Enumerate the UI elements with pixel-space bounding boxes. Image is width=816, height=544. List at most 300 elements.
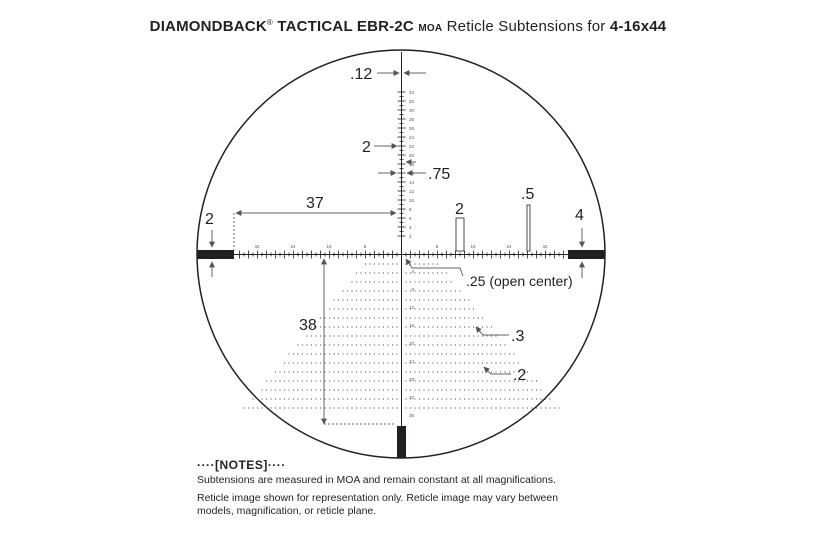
hold-dot xyxy=(374,344,375,345)
hold-dot xyxy=(297,344,298,345)
hold-dot xyxy=(455,389,456,390)
hold-dot xyxy=(392,362,393,363)
hold-dot xyxy=(545,407,546,408)
hold-dot xyxy=(459,335,460,336)
hold-dot xyxy=(419,407,420,408)
hold-dot xyxy=(396,308,397,309)
hold-dot xyxy=(504,362,505,363)
hold-dot xyxy=(288,362,289,363)
hold-dot xyxy=(468,299,469,300)
hold-dot xyxy=(423,407,424,408)
hold-dot xyxy=(320,398,321,399)
hold-dot xyxy=(441,272,442,273)
hold-dot xyxy=(414,362,415,363)
hold-dot xyxy=(383,353,384,354)
hold-dot xyxy=(437,344,438,345)
hold-dot xyxy=(405,371,406,372)
hold-dot xyxy=(266,389,267,390)
hold-dot xyxy=(356,335,357,336)
hold-dot xyxy=(491,362,492,363)
hold-dot xyxy=(500,353,501,354)
hold-dot xyxy=(360,317,361,318)
hold-dot xyxy=(351,335,352,336)
hold-dot xyxy=(356,308,357,309)
hold-dot xyxy=(356,407,357,408)
h-label-left-32: 32 xyxy=(254,244,260,249)
hold-dot xyxy=(338,407,339,408)
hold-dot xyxy=(302,407,303,408)
hold-dot xyxy=(486,344,487,345)
v-label-2: 2 xyxy=(409,234,412,239)
hold-dot xyxy=(374,263,375,264)
hold-dot xyxy=(536,389,537,390)
hold-dot xyxy=(410,353,411,354)
hold-dot xyxy=(459,344,460,345)
hold-dot xyxy=(378,308,379,309)
hold-dot xyxy=(333,371,334,372)
hold-dot xyxy=(306,344,307,345)
hold-dot xyxy=(468,362,469,363)
hold-dot xyxy=(270,407,271,408)
hold-dot xyxy=(405,380,406,381)
hold-dot xyxy=(450,371,451,372)
hold-dot xyxy=(459,326,460,327)
hold-dot xyxy=(450,353,451,354)
hold-dot xyxy=(446,317,447,318)
hold-dot xyxy=(284,398,285,399)
hold-dot xyxy=(396,263,397,264)
hold-dot xyxy=(450,398,451,399)
hold-dot xyxy=(468,308,469,309)
hold-dot xyxy=(306,371,307,372)
hold-dot xyxy=(441,308,442,309)
hold-dot xyxy=(374,290,375,291)
hold-dot xyxy=(500,344,501,345)
hold-dot xyxy=(329,389,330,390)
hold-dot xyxy=(396,353,397,354)
hold-dot xyxy=(374,353,375,354)
hold-dot xyxy=(414,353,415,354)
hold-dot xyxy=(432,353,433,354)
hold-dot xyxy=(509,371,510,372)
hold-dot xyxy=(351,398,352,399)
hold-dot xyxy=(351,407,352,408)
hold-dot xyxy=(392,272,393,273)
hold-dot xyxy=(473,407,474,408)
hold-dot xyxy=(369,317,370,318)
hold-dot xyxy=(383,335,384,336)
hold-dot xyxy=(423,326,424,327)
hold-dot xyxy=(464,407,465,408)
hold-dot xyxy=(446,380,447,381)
hold-dot xyxy=(347,362,348,363)
title-magnification: 4-16x44 xyxy=(609,18,667,35)
hold-dot xyxy=(432,326,433,327)
hold-dot xyxy=(437,290,438,291)
callout-drop-length: 38 xyxy=(299,317,317,334)
hold-dot xyxy=(257,407,258,408)
hold-dot xyxy=(288,380,289,381)
hold-dot xyxy=(333,407,334,408)
hold-dot xyxy=(392,371,393,372)
h-label-right-16: 16 xyxy=(470,244,476,249)
hold-dot xyxy=(446,308,447,309)
lower-label-32: 32 xyxy=(408,395,414,400)
hold-dot xyxy=(387,317,388,318)
hold-dot xyxy=(311,407,312,408)
hold-dot xyxy=(414,263,415,264)
hold-dot xyxy=(468,344,469,345)
hold-dot xyxy=(509,362,510,363)
hold-dot xyxy=(297,389,298,390)
hold-dot xyxy=(293,389,294,390)
hold-dot xyxy=(329,362,330,363)
title-registered-mark: ® xyxy=(266,18,273,27)
hold-dot xyxy=(405,281,406,282)
hold-dot xyxy=(293,353,294,354)
hold-dot xyxy=(365,308,366,309)
hold-dot xyxy=(333,353,334,354)
hold-dot xyxy=(477,407,478,408)
hold-dot xyxy=(446,407,447,408)
hold-dot xyxy=(450,362,451,363)
hold-dot xyxy=(356,362,357,363)
hold-dot xyxy=(414,299,415,300)
title-product: TACTICAL EBR-2C xyxy=(277,18,414,35)
callout-bar-2: 2 xyxy=(455,201,464,218)
hold-dot xyxy=(405,407,406,408)
hold-dot xyxy=(396,299,397,300)
hold-dot xyxy=(423,290,424,291)
title-unit: MOA xyxy=(418,23,443,34)
hold-dot xyxy=(446,326,447,327)
hold-dot xyxy=(369,272,370,273)
hold-dot xyxy=(432,308,433,309)
hold-dot xyxy=(356,389,357,390)
callout-dot-3: .3 xyxy=(511,328,525,345)
callout-open-center: .25 (open center) xyxy=(466,273,573,289)
hold-dot xyxy=(423,344,424,345)
hold-dot xyxy=(333,326,334,327)
hold-dot xyxy=(369,335,370,336)
hold-dot xyxy=(347,299,348,300)
hold-dot xyxy=(365,335,366,336)
hold-dot xyxy=(513,362,514,363)
hold-dot xyxy=(482,326,483,327)
hold-dot xyxy=(441,371,442,372)
hold-dot xyxy=(383,281,384,282)
hold-dot xyxy=(342,299,343,300)
hold-dot xyxy=(338,362,339,363)
hold-dot xyxy=(446,344,447,345)
hold-dot xyxy=(306,353,307,354)
hold-dot xyxy=(527,407,528,408)
hold-dot xyxy=(414,290,415,291)
hold-dot xyxy=(378,335,379,336)
hold-dot xyxy=(459,353,460,354)
hold-dot xyxy=(360,326,361,327)
hold-dot xyxy=(266,407,267,408)
hold-dot xyxy=(495,362,496,363)
hold-dot xyxy=(432,290,433,291)
hold-dot xyxy=(477,317,478,318)
hold-dot xyxy=(419,299,420,300)
hold-dot xyxy=(338,308,339,309)
hold-dot xyxy=(288,371,289,372)
hold-dot xyxy=(387,398,388,399)
hold-dot xyxy=(419,398,420,399)
hold-dot xyxy=(392,407,393,408)
hold-dot xyxy=(324,353,325,354)
hold-dot xyxy=(432,380,433,381)
hold-dot xyxy=(306,398,307,399)
hold-dot xyxy=(468,353,469,354)
hold-dot xyxy=(329,371,330,372)
hold-dot xyxy=(455,290,456,291)
hold-dot xyxy=(459,371,460,372)
hold-dot xyxy=(423,272,424,273)
hold-dot xyxy=(473,380,474,381)
hold-dot xyxy=(464,380,465,381)
hold-dot xyxy=(297,380,298,381)
hold-dot xyxy=(387,407,388,408)
hold-dot xyxy=(468,317,469,318)
hold-dot xyxy=(360,335,361,336)
hold-dot xyxy=(441,380,442,381)
hold-dot xyxy=(338,371,339,372)
hold-dot xyxy=(315,362,316,363)
hold-dot xyxy=(482,317,483,318)
hold-dot xyxy=(297,362,298,363)
hold-dot xyxy=(405,335,406,336)
hold-dot xyxy=(513,353,514,354)
hold-dot xyxy=(356,344,357,345)
hold-dot xyxy=(518,389,519,390)
hold-dot xyxy=(378,407,379,408)
callout-dot-2: .2 xyxy=(513,367,527,384)
hold-dot xyxy=(396,290,397,291)
hold-dot xyxy=(432,299,433,300)
hold-dot xyxy=(378,272,379,273)
hold-dot xyxy=(360,398,361,399)
hold-dot xyxy=(383,326,384,327)
hold-dot xyxy=(315,344,316,345)
hold-dot xyxy=(536,407,537,408)
hold-dot xyxy=(320,362,321,363)
hold-dot xyxy=(302,398,303,399)
hold-dot xyxy=(360,290,361,291)
hold-dot xyxy=(437,380,438,381)
hold-dot xyxy=(387,281,388,282)
hold-dot xyxy=(437,389,438,390)
hold-dot xyxy=(347,353,348,354)
hold-dot xyxy=(522,389,523,390)
hold-dot xyxy=(374,380,375,381)
hold-dot xyxy=(482,371,483,372)
hold-dot xyxy=(482,335,483,336)
hold-dot xyxy=(441,326,442,327)
hold-dot xyxy=(477,371,478,372)
hold-dot xyxy=(333,362,334,363)
hold-dot xyxy=(320,344,321,345)
hold-dot xyxy=(306,407,307,408)
hold-dot xyxy=(491,344,492,345)
hold-dot xyxy=(410,317,411,318)
hold-dot xyxy=(441,299,442,300)
hold-dot xyxy=(302,380,303,381)
hold-dot xyxy=(432,317,433,318)
right-thick-post xyxy=(568,250,605,259)
hold-dot xyxy=(428,326,429,327)
hold-dot xyxy=(288,353,289,354)
hold-dot xyxy=(365,407,366,408)
hold-dot xyxy=(396,398,397,399)
hold-dot xyxy=(473,353,474,354)
hold-dot xyxy=(455,407,456,408)
hold-dot xyxy=(437,371,438,372)
hold-dot xyxy=(392,281,393,282)
hold-dot xyxy=(482,389,483,390)
hold-dot xyxy=(441,335,442,336)
hold-dot xyxy=(464,326,465,327)
h-label-left-16: 16 xyxy=(326,244,332,249)
hold-dot xyxy=(464,299,465,300)
v-label-18: 18 xyxy=(409,162,415,167)
lower-label-24: 24 xyxy=(408,359,414,364)
hold-dot xyxy=(468,371,469,372)
hold-dot xyxy=(378,371,379,372)
hold-dot xyxy=(500,407,501,408)
hold-dot xyxy=(518,407,519,408)
hold-dot xyxy=(320,317,321,318)
hold-dot xyxy=(486,407,487,408)
callout-left-post-thickness: 2 xyxy=(205,211,214,228)
hold-dot xyxy=(347,335,348,336)
hold-dot xyxy=(441,353,442,354)
hold-dot xyxy=(468,389,469,390)
hold-dot xyxy=(477,380,478,381)
hold-dot xyxy=(513,398,514,399)
hold-dot xyxy=(329,335,330,336)
hold-dot xyxy=(374,398,375,399)
hold-dot xyxy=(527,398,528,399)
leader-open-center xyxy=(406,259,463,276)
hold-dot xyxy=(333,389,334,390)
hold-dot xyxy=(459,380,460,381)
hold-dot xyxy=(450,380,451,381)
hold-dot xyxy=(284,389,285,390)
hold-dot xyxy=(387,344,388,345)
hold-dot xyxy=(491,407,492,408)
hold-dot xyxy=(432,281,433,282)
hold-dot xyxy=(464,398,465,399)
hold-dot xyxy=(428,290,429,291)
hold-dot xyxy=(432,362,433,363)
h-label-right-32: 32 xyxy=(542,244,548,249)
hold-dot xyxy=(437,263,438,264)
hold-dot xyxy=(347,290,348,291)
v-label-34: 34 xyxy=(409,90,415,95)
hold-dot xyxy=(477,335,478,336)
hold-dot xyxy=(414,380,415,381)
hold-dot xyxy=(477,344,478,345)
hold-dot xyxy=(437,317,438,318)
hold-dot xyxy=(441,317,442,318)
hold-dot xyxy=(509,389,510,390)
lower-label-12: 12 xyxy=(408,305,414,310)
hold-dot xyxy=(329,353,330,354)
hold-dot xyxy=(455,398,456,399)
hold-dot xyxy=(450,326,451,327)
hold-dot xyxy=(531,389,532,390)
hold-dot xyxy=(414,326,415,327)
hold-dot xyxy=(360,389,361,390)
callout-bar-half: .5 xyxy=(521,186,535,203)
hold-dot xyxy=(414,398,415,399)
hold-dot xyxy=(369,371,370,372)
hold-dot xyxy=(486,326,487,327)
hold-dot xyxy=(473,317,474,318)
hold-dot xyxy=(441,389,442,390)
hold-dot xyxy=(324,326,325,327)
hold-dot xyxy=(351,308,352,309)
hold-dot xyxy=(338,317,339,318)
hold-dot xyxy=(500,398,501,399)
hold-dot xyxy=(392,380,393,381)
hold-dot xyxy=(320,335,321,336)
hold-dot xyxy=(432,272,433,273)
hold-dot xyxy=(378,398,379,399)
hold-dot xyxy=(423,308,424,309)
hold-dot xyxy=(423,299,424,300)
v-label-30: 30 xyxy=(409,108,415,113)
hold-dot xyxy=(441,407,442,408)
hold-dot xyxy=(495,344,496,345)
hold-dot xyxy=(347,317,348,318)
hold-dot xyxy=(356,398,357,399)
hold-dot xyxy=(324,362,325,363)
hold-dot xyxy=(437,353,438,354)
hold-dot xyxy=(338,326,339,327)
hold-dot xyxy=(356,317,357,318)
hold-dot xyxy=(392,389,393,390)
hold-dot xyxy=(333,299,334,300)
hold-dot xyxy=(437,335,438,336)
hold-dot xyxy=(450,344,451,345)
hold-dot xyxy=(297,407,298,408)
hold-dot xyxy=(270,398,271,399)
title-rest: Reticle Subtensions for xyxy=(446,18,606,35)
hold-dot xyxy=(459,398,460,399)
hold-dot xyxy=(383,290,384,291)
hold-dot xyxy=(347,398,348,399)
hold-dot xyxy=(360,308,361,309)
hold-dot xyxy=(464,353,465,354)
hold-dot xyxy=(261,389,262,390)
hold-dot xyxy=(320,407,321,408)
hold-dot xyxy=(374,326,375,327)
hold-dot xyxy=(374,281,375,282)
hold-dot xyxy=(473,308,474,309)
hold-dot xyxy=(320,326,321,327)
hold-dot xyxy=(279,380,280,381)
hold-dot xyxy=(432,407,433,408)
hold-dot xyxy=(342,344,343,345)
hold-dot xyxy=(387,389,388,390)
note-line-3: models, magnification, or reticle plane. xyxy=(197,505,377,517)
hold-dot xyxy=(432,344,433,345)
hold-dot xyxy=(396,407,397,408)
